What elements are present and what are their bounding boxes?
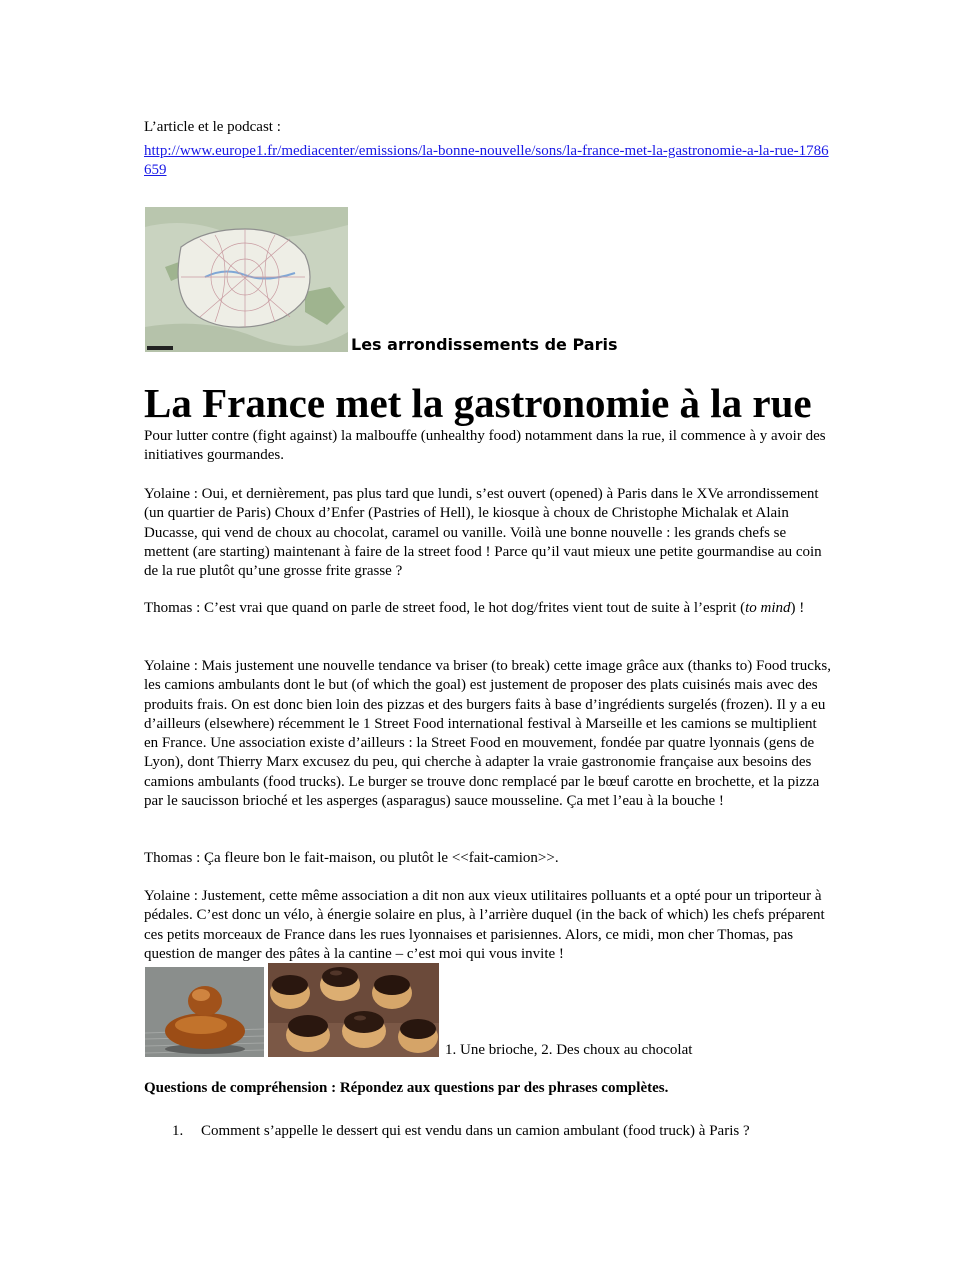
paragraph-thomas-2: Thomas : Ça fleure bon le fait-maison, ou plutôt le <<fait-camion>>. [144, 850, 559, 866]
podcast-link[interactable]: http://www.europe1.fr/mediacenter/emissions/la-bonne-nouvelle/sons/la-france-met-la-gastronomie-a-la-rue-1786659 [144, 143, 829, 179]
paragraph-thomas-1-end: ) ! [790, 600, 805, 616]
article-title: La France met la gastronomie à la rue [144, 380, 812, 426]
paragraph-yolaine-2: Yolaine : Mais justement une nouvelle tendance va briser (to break) cette image grâce aux (thanks to) Food trucks, les camions ambulants dont le but (of which the goal) est justement de proposer des plats cuisinés mais avec des produits frais. On est donc bien loin des pizzas et des burgers faits à base d’ingrédients surgelés (frozen). Il y a eu d’ailleurs (elsewhere) récemment le 1 Street Food international festival à Marseille et les camions se multiplient en France. Une association existe d’ailleurs : la Street Food en mouvement, fondée par quatre lyonnais (gens de Lyon), dont Thierry Marx excusez du peu, qui cherche à adapter la vraie gastronomie française aux besoins des camions ambulants (food trucks). Le burger se trouve donc remplacé par le bœuf carotte en brochette, et la pizza par le saucisson brioché et les asperges (asparagus) sauce mousseline. Ça met l’eau à la bouche ! [144, 658, 832, 810]
paragraph-yolaine-1: Yolaine : Oui, et dernièrement, pas plus tard que lundi, s’est ouvert (opened) à Paris dans le XVe arrondissement (un quartier de Paris) Choux d’Enfer (Pastries of Hell), le kiosque à choux de Christophe Michalak et Alain Ducasse, qui vend de choux au chocolat, caramel ou vanille. Voilà une bonne nouvelle : les grands chefs se mettent (are starting) maintenant à faire de la street food ! Parce qu’il vaut mieux une petite gourmandise au coin de la rue plutôt qu’une grosse frite grasse ? [144, 486, 822, 580]
paragraph-thomas-1-italic: to mind [745, 600, 791, 616]
photos-caption: 1. Une brioche, 2. Des choux au chocolat [445, 1042, 693, 1058]
paragraph-yolaine-3: Yolaine : Justement, cette même association a dit non aux vieux utilitaires polluants et a opté pour un triporteur à pédales. C’est donc un vélo, à énergie solaire en plus, à l’arrière duquel (in the back of which) les chefs préparent ces petits morceaux de France dans les rues lyonnaises et parisiennes. Alors, ce midi, mon cher Thomas, pas question de manger des pâtes à la cantine – c’est moi qui vous invite ! [144, 888, 825, 962]
paragraph-thomas-1-text: Thomas : C’est vrai que quand on parle de street food, le hot dog/frites vient tout de suite à l’esprit ( [144, 600, 746, 616]
paris-arrondissements-map [145, 207, 348, 352]
paragraph-thomas-1 [144, 599, 834, 618]
questions-title: Questions de compréhension : Répondez aux questions par des phrases complètes. [144, 1080, 669, 1096]
choux-chocolat-photo [268, 963, 439, 1057]
intro-label: L’article et le podcast : [144, 119, 281, 135]
article-lede: Pour lutter contre (fight against) la malbouffe (unhealthy food) notamment dans la rue, il commence à y avoir des initiatives gourmandes. [144, 428, 826, 464]
question-text: Comment s’appelle le dessert qui est vendu dans un camion ambulant (food truck) à Paris ? [201, 1123, 750, 1139]
question-item [172, 1123, 750, 1140]
brioche-photo [145, 967, 264, 1057]
map-caption: Les arrondissements de Paris [351, 335, 618, 354]
question-number: 1. [172, 1123, 184, 1139]
